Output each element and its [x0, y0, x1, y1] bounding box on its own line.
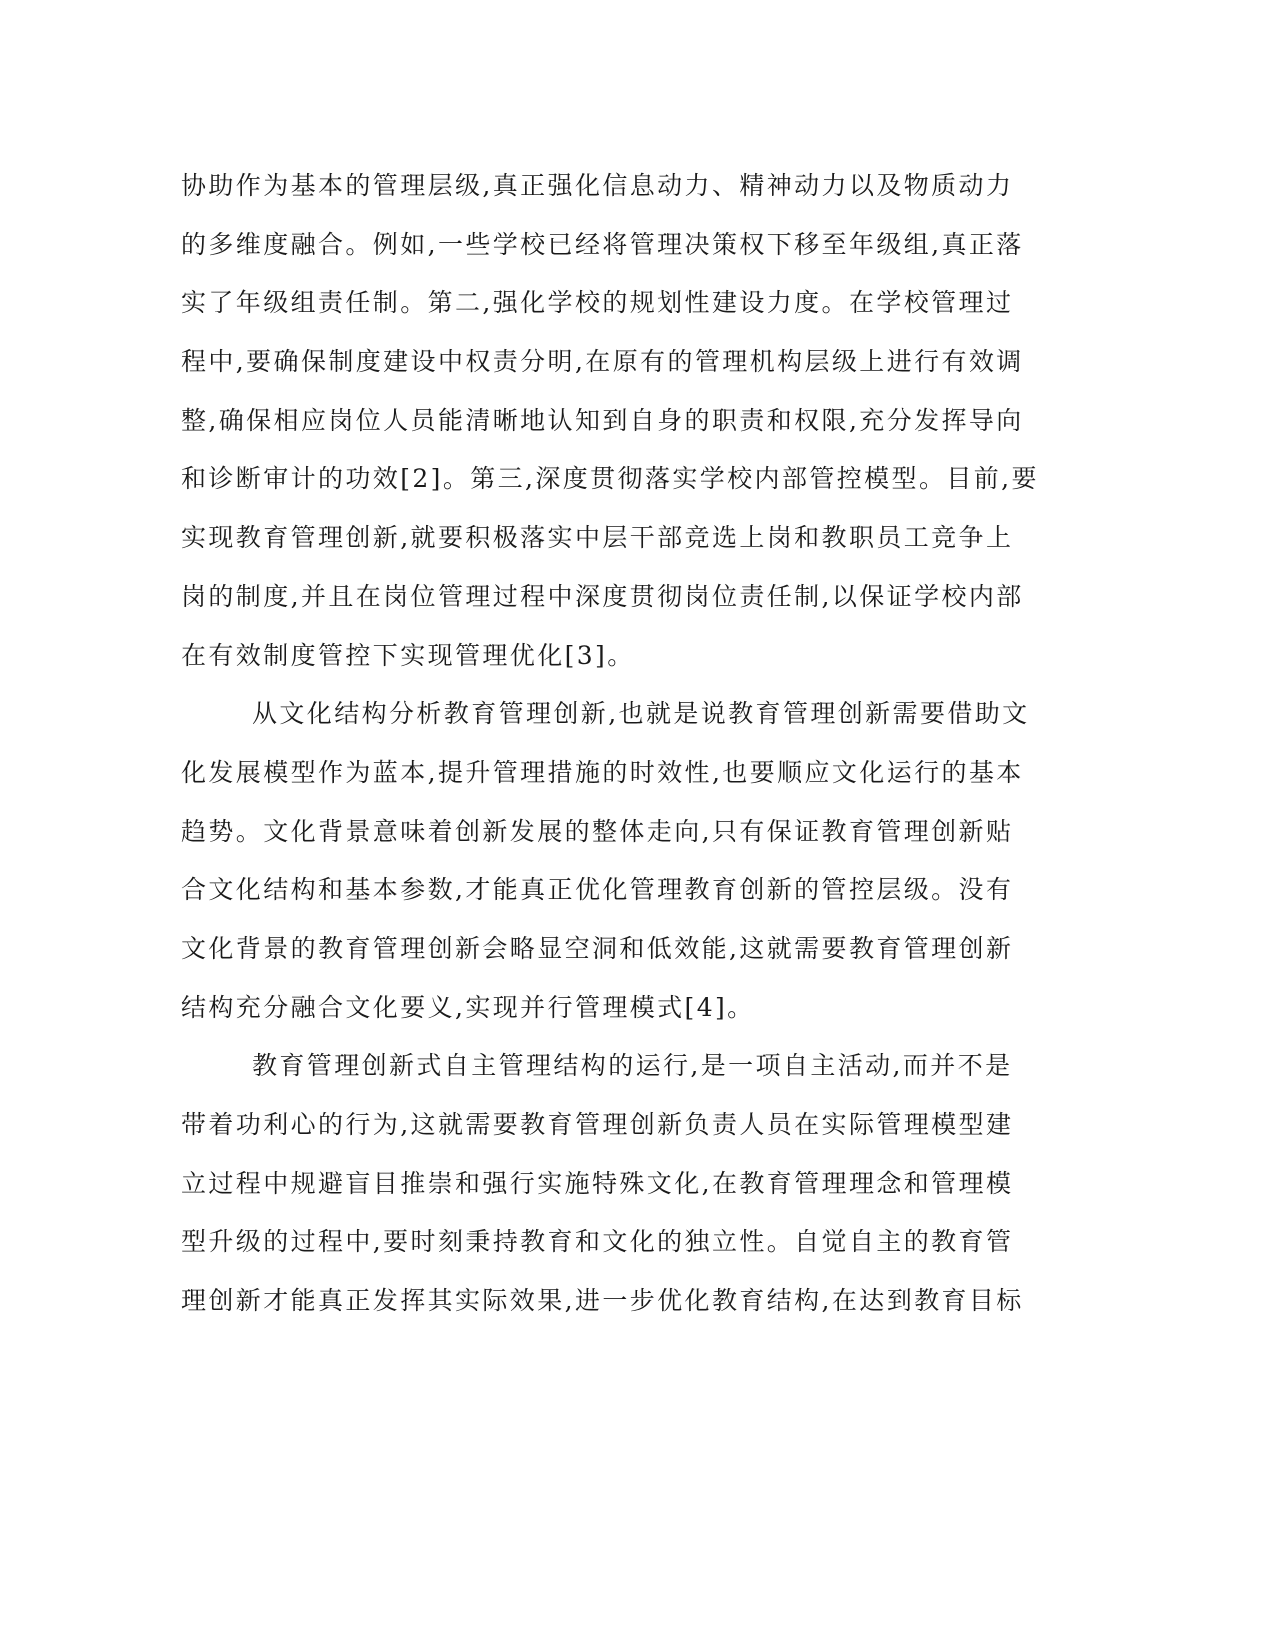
text-line: 岗的制度,并且在岗位管理过程中深度贯彻岗位责任制,以保证学校内部 — [181, 581, 1024, 611]
text-line: 在有效制度管控下实现管理优化[3]。 — [181, 640, 635, 670]
body-text — [181, 157, 1041, 1331]
paragraph-first-line: 从文化结构分析教育管理创新,也就是说教育管理创新需要借助文 — [252, 699, 1030, 729]
text-line: 趋势。文化背景意味着创新发展的整体走向,只有保证教育管理创新贴 — [181, 816, 1014, 846]
text-line: 实了年级组责任制。第二,强化学校的规划性建设力度。在学校管理过 — [181, 288, 1014, 318]
text-line: 整,确保相应岗位人员能清晰地认知到自身的职责和权限,充分发挥导向 — [181, 405, 1024, 435]
text-line: 程中,要确保制度建设中权责分明,在原有的管理机构层级上进行有效调 — [181, 347, 1024, 377]
paragraph-first-line: 教育管理创新式自主管理结构的运行,是一项自主活动,而并不是 — [252, 1051, 1013, 1081]
text-line: 化发展模型作为蓝本,提升管理措施的时效性,也要顺应文化运行的基本 — [181, 757, 1024, 787]
text-line: 型升级的过程中,要时刻秉持教育和文化的独立性。自觉自主的教育管 — [181, 1227, 1014, 1257]
text-line: 和诊断审计的功效[2]。第三,深度贯彻落实学校内部管控模型。目前,要 — [181, 464, 1039, 494]
text-line: 实现教育管理创新,就要积极落实中层干部竞选上岗和教职员工竞争上 — [181, 523, 1014, 553]
text-line: 的多维度融合。例如,一些学校已经将管理决策权下移至年级组,真正落 — [181, 229, 1024, 259]
text-line: 结构充分融合文化要义,实现并行管理模式[4]。 — [181, 992, 755, 1022]
text-line: 立过程中规避盲目推崇和强行实施特殊文化,在教育管理理念和管理模 — [181, 1168, 1014, 1198]
text-line: 带着功利心的行为,这就需要教育管理创新负责人员在实际管理模型建 — [181, 1110, 1014, 1139]
text-line: 协助作为基本的管理层级,真正强化信息动力、精神动力以及物质动力 — [181, 171, 1014, 200]
text-line: 文化背景的教育管理创新会略显空洞和低效能,这就需要教育管理创新 — [181, 933, 1014, 963]
text-line: 合文化结构和基本参数,才能真正优化管理教育创新的管控层级。没有 — [181, 875, 1014, 905]
text-line: 理创新才能真正发挥其实际效果,进一步优化教育结构,在达到教育目标 — [181, 1286, 1024, 1316]
